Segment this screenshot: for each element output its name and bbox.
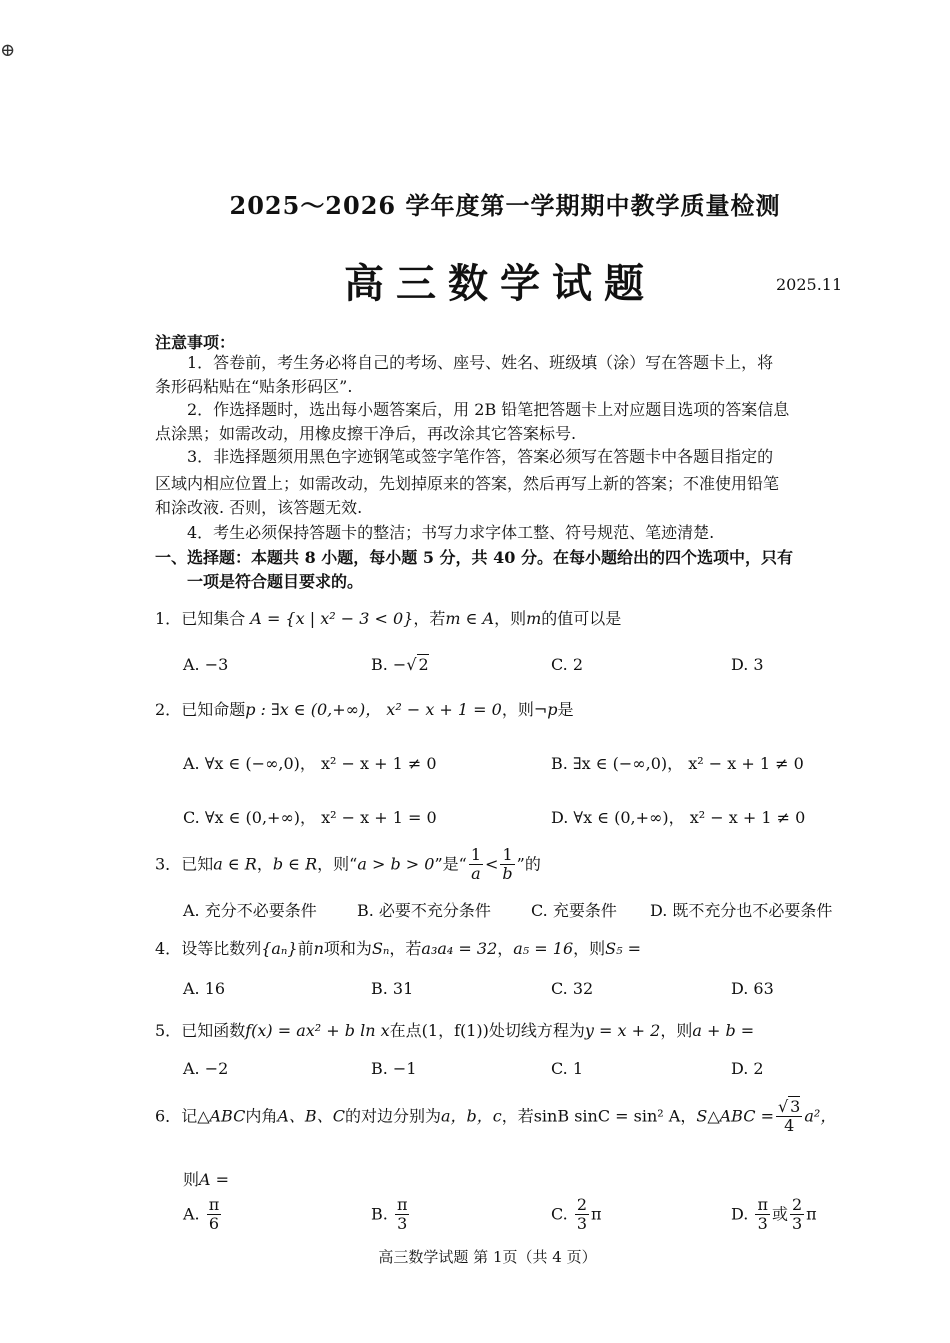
math-expression: f(x) = ax² + b ln x <box>245 1021 390 1040</box>
exam-subtitle: 2025～2026 学年度第一学期期中教学质量检测 <box>229 191 781 220</box>
question-2 <box>155 697 574 720</box>
question-text: ， <box>497 939 514 958</box>
math-expression: A = {x | x² − 3 < 0} <box>250 609 414 628</box>
math-expression: ¬p <box>533 700 558 719</box>
question-3 <box>155 846 541 884</box>
registration-mark-icon: ⊕ <box>0 40 16 61</box>
option-text: B. − <box>371 655 407 674</box>
question-text: ，则 <box>494 609 527 628</box>
fraction: $\frac{2}{3}$ <box>576 1195 588 1234</box>
question-text: 已知函数 <box>181 1021 246 1040</box>
question-5 <box>155 1018 754 1041</box>
q1-option-a: A. −3 <box>183 655 229 674</box>
q5-option-d: D. 2 <box>731 1059 764 1078</box>
q3-option-b: B. 必要不充分条件 <box>357 901 491 920</box>
notice-line: 1．答卷前，考生务必将自己的考场、座号、姓名、班级填（涂）写在答题卡上，将 <box>187 353 774 372</box>
question-text: 前 <box>297 939 314 958</box>
question-number: 1． <box>155 609 182 628</box>
q6-option-d: D. $\frac{\pi}{3}$ 或 $\frac{2}{3}$ π <box>731 1195 817 1234</box>
question-text: 内角 <box>245 1106 278 1126</box>
q4-option-d: D. 63 <box>731 979 774 998</box>
page-footer: 高三数学试题 第 1页（共 4 页） <box>378 1248 597 1266</box>
math-expression: m ∈ A <box>445 609 495 628</box>
question-text: 的值可以是 <box>541 609 622 628</box>
exam-title: 高三数学试题 <box>344 260 656 307</box>
notice-line: 点涂黑；如需改动，用橡皮擦干净后，再改涂其它答案标号. <box>155 424 577 443</box>
math-expression: b ∈ R <box>272 854 318 874</box>
q5-option-a: A. −2 <box>183 1059 229 1078</box>
notice-line: 2．作选择题时，选出每小题答案后，用 2B 铅笔把答题卡上对应题目选项的答案信息 <box>187 400 790 419</box>
q1-option-b <box>371 655 429 674</box>
question-number: 6． <box>155 1106 182 1126</box>
math-expression: a + b = <box>692 1021 755 1040</box>
question-text: 处切线方程为 <box>488 1021 585 1040</box>
sqrt-symbol: √ <box>777 1097 789 1116</box>
math-expression: (1，f(1)) <box>421 1021 489 1040</box>
fraction: $\frac{1}{b}$ <box>502 845 513 884</box>
question-text: 的对边分别为 <box>344 1106 441 1126</box>
math-expression: p : ∃x ∈ (0,+∞)， x² − x + 1 = 0 <box>245 700 502 719</box>
fraction: $\frac{1}{a}$ <box>470 845 482 884</box>
q1-option-c: C. 2 <box>551 655 584 674</box>
section-heading-line: 一、选择题：本题共 8 小题，每小题 5 分，共 40 分。在每小题给出的四个选项中，只有 <box>155 548 793 567</box>
q2-option-b: B. ∃x ∈ (−∞,0)， x² − x + 1 ≠ 0 <box>551 754 804 773</box>
fraction: $\frac{\pi}{6}$ <box>208 1195 220 1234</box>
question-4 <box>155 936 641 959</box>
question-text: ，则 <box>660 1021 693 1040</box>
question-text: ，若 <box>501 1106 534 1126</box>
notice-line: 4．考生必须保持答题卡的整洁；书写力求字体工整、符号规范、笔迹清楚. <box>187 523 715 542</box>
math-expression: A、B、C <box>277 1106 345 1126</box>
q6-option-b: B. $\frac{\pi}{3}$ <box>371 1195 408 1234</box>
fraction: $\frac{\pi}{3}$ <box>396 1195 408 1234</box>
question-text: 已知 <box>181 854 214 874</box>
math-expression: a，b，c <box>440 1106 502 1126</box>
question-text: 在点 <box>389 1021 422 1040</box>
math-expression: y = x + 2 <box>584 1021 661 1040</box>
question-number: 3． <box>155 854 182 874</box>
math-expression: A = <box>199 1170 230 1189</box>
math-expression: a ∈ R <box>213 854 257 874</box>
fraction: $\frac{2}{3}$ <box>791 1195 803 1234</box>
question-text: ，则 <box>501 700 534 719</box>
question-text: ，若 <box>413 609 446 628</box>
question-text: ”的 <box>516 854 541 874</box>
question-6-line-2 <box>183 1167 229 1190</box>
question-number: 2． <box>155 700 182 719</box>
math-operator: < <box>485 854 499 874</box>
notice-line: 和涂改液. 否则，该答题无效. <box>155 498 363 517</box>
q3-option-a: A. 充分不必要条件 <box>183 901 317 920</box>
q4-option-c: C. 32 <box>551 979 594 998</box>
question-text: 已知集合 <box>181 609 246 628</box>
q1-option-d: D. 3 <box>731 655 764 674</box>
math-expression: a₃a₄ = 32 <box>421 939 498 958</box>
q5-option-c: C. 1 <box>551 1059 584 1078</box>
sqrt-radicand: 2 <box>418 655 429 674</box>
q2-option-c: C. ∀x ∈ (0,+∞)， x² − x + 1 = 0 <box>183 808 437 827</box>
question-6 <box>155 1098 836 1136</box>
q2-option-d: D. ∀x ∈ (0,+∞)， x² − x + 1 ≠ 0 <box>551 808 806 827</box>
question-text: ，则“ <box>317 854 358 874</box>
notice-line: 3．非选择题须用黑色字迹钢笔或签字笔作答，答案必须写在答题卡中各题目指定的 <box>187 447 774 466</box>
question-number: 5． <box>155 1021 182 1040</box>
math-expression: {aₙ} <box>261 939 298 958</box>
notice-line: 区域内相应位置上；如需改动，先划掉原来的答案，然后再写上新的答案；不准使用铅笔 <box>155 474 780 493</box>
q6-option-c: C. $\frac{2}{3}$ π <box>551 1195 602 1234</box>
question-text: 项和为 <box>323 939 372 958</box>
question-text: 记△ <box>181 1106 210 1126</box>
q6-option-a: A. $\frac{\pi}{6}$ <box>183 1195 220 1234</box>
section-heading-line: 一项是符合题目要求的。 <box>187 572 364 591</box>
math-expression: Sₙ <box>371 939 390 958</box>
math-expression: a > b > 0 <box>357 854 435 874</box>
math-expression: ABC <box>209 1106 246 1126</box>
math-expression: sinB sinC = sin² A <box>533 1106 681 1126</box>
section-heading <box>155 546 793 594</box>
notice-line: 条形码粘贴在“贴条形码区”. <box>155 377 353 396</box>
q3-option-d: D. 既不充分也不必要条件 <box>650 901 833 920</box>
question-number: 4． <box>155 939 182 958</box>
exam-date: 2025.11 <box>776 275 843 294</box>
question-text: 设等比数列 <box>181 939 262 958</box>
sqrt-symbol: √ <box>406 655 417 674</box>
q5-option-b: B. −1 <box>371 1059 417 1078</box>
question-text: ， <box>680 1106 697 1126</box>
math-expression: S₅ = <box>605 939 642 958</box>
question-text: 已知命题 <box>181 700 246 719</box>
q3-option-c: C. 充要条件 <box>531 901 617 920</box>
notice-heading: 注意事项： <box>155 333 236 352</box>
question-text: ”是“ <box>434 854 467 874</box>
math-expression: a₅ = 16 <box>513 939 574 958</box>
question-text: ，若 <box>389 939 422 958</box>
fraction: $\frac{√ 3}{4}$ <box>777 1097 801 1136</box>
question-text: ，则 <box>573 939 606 958</box>
q4-option-b: B. 31 <box>371 979 414 998</box>
q2-option-a: A. ∀x ∈ (−∞,0)， x² − x + 1 ≠ 0 <box>183 754 437 773</box>
question-1 <box>155 606 621 629</box>
q4-option-a: A. 16 <box>183 979 226 998</box>
question-text: 则 <box>183 1170 200 1189</box>
question-text: 是 <box>557 700 574 719</box>
math-expression: a²， <box>804 1106 837 1126</box>
math-expression: n <box>313 939 324 958</box>
math-expression: m <box>526 609 542 628</box>
fraction: $\frac{\pi}{3}$ <box>757 1195 768 1234</box>
math-expression: S△ABC = <box>696 1106 774 1126</box>
question-text: ， <box>256 854 273 874</box>
